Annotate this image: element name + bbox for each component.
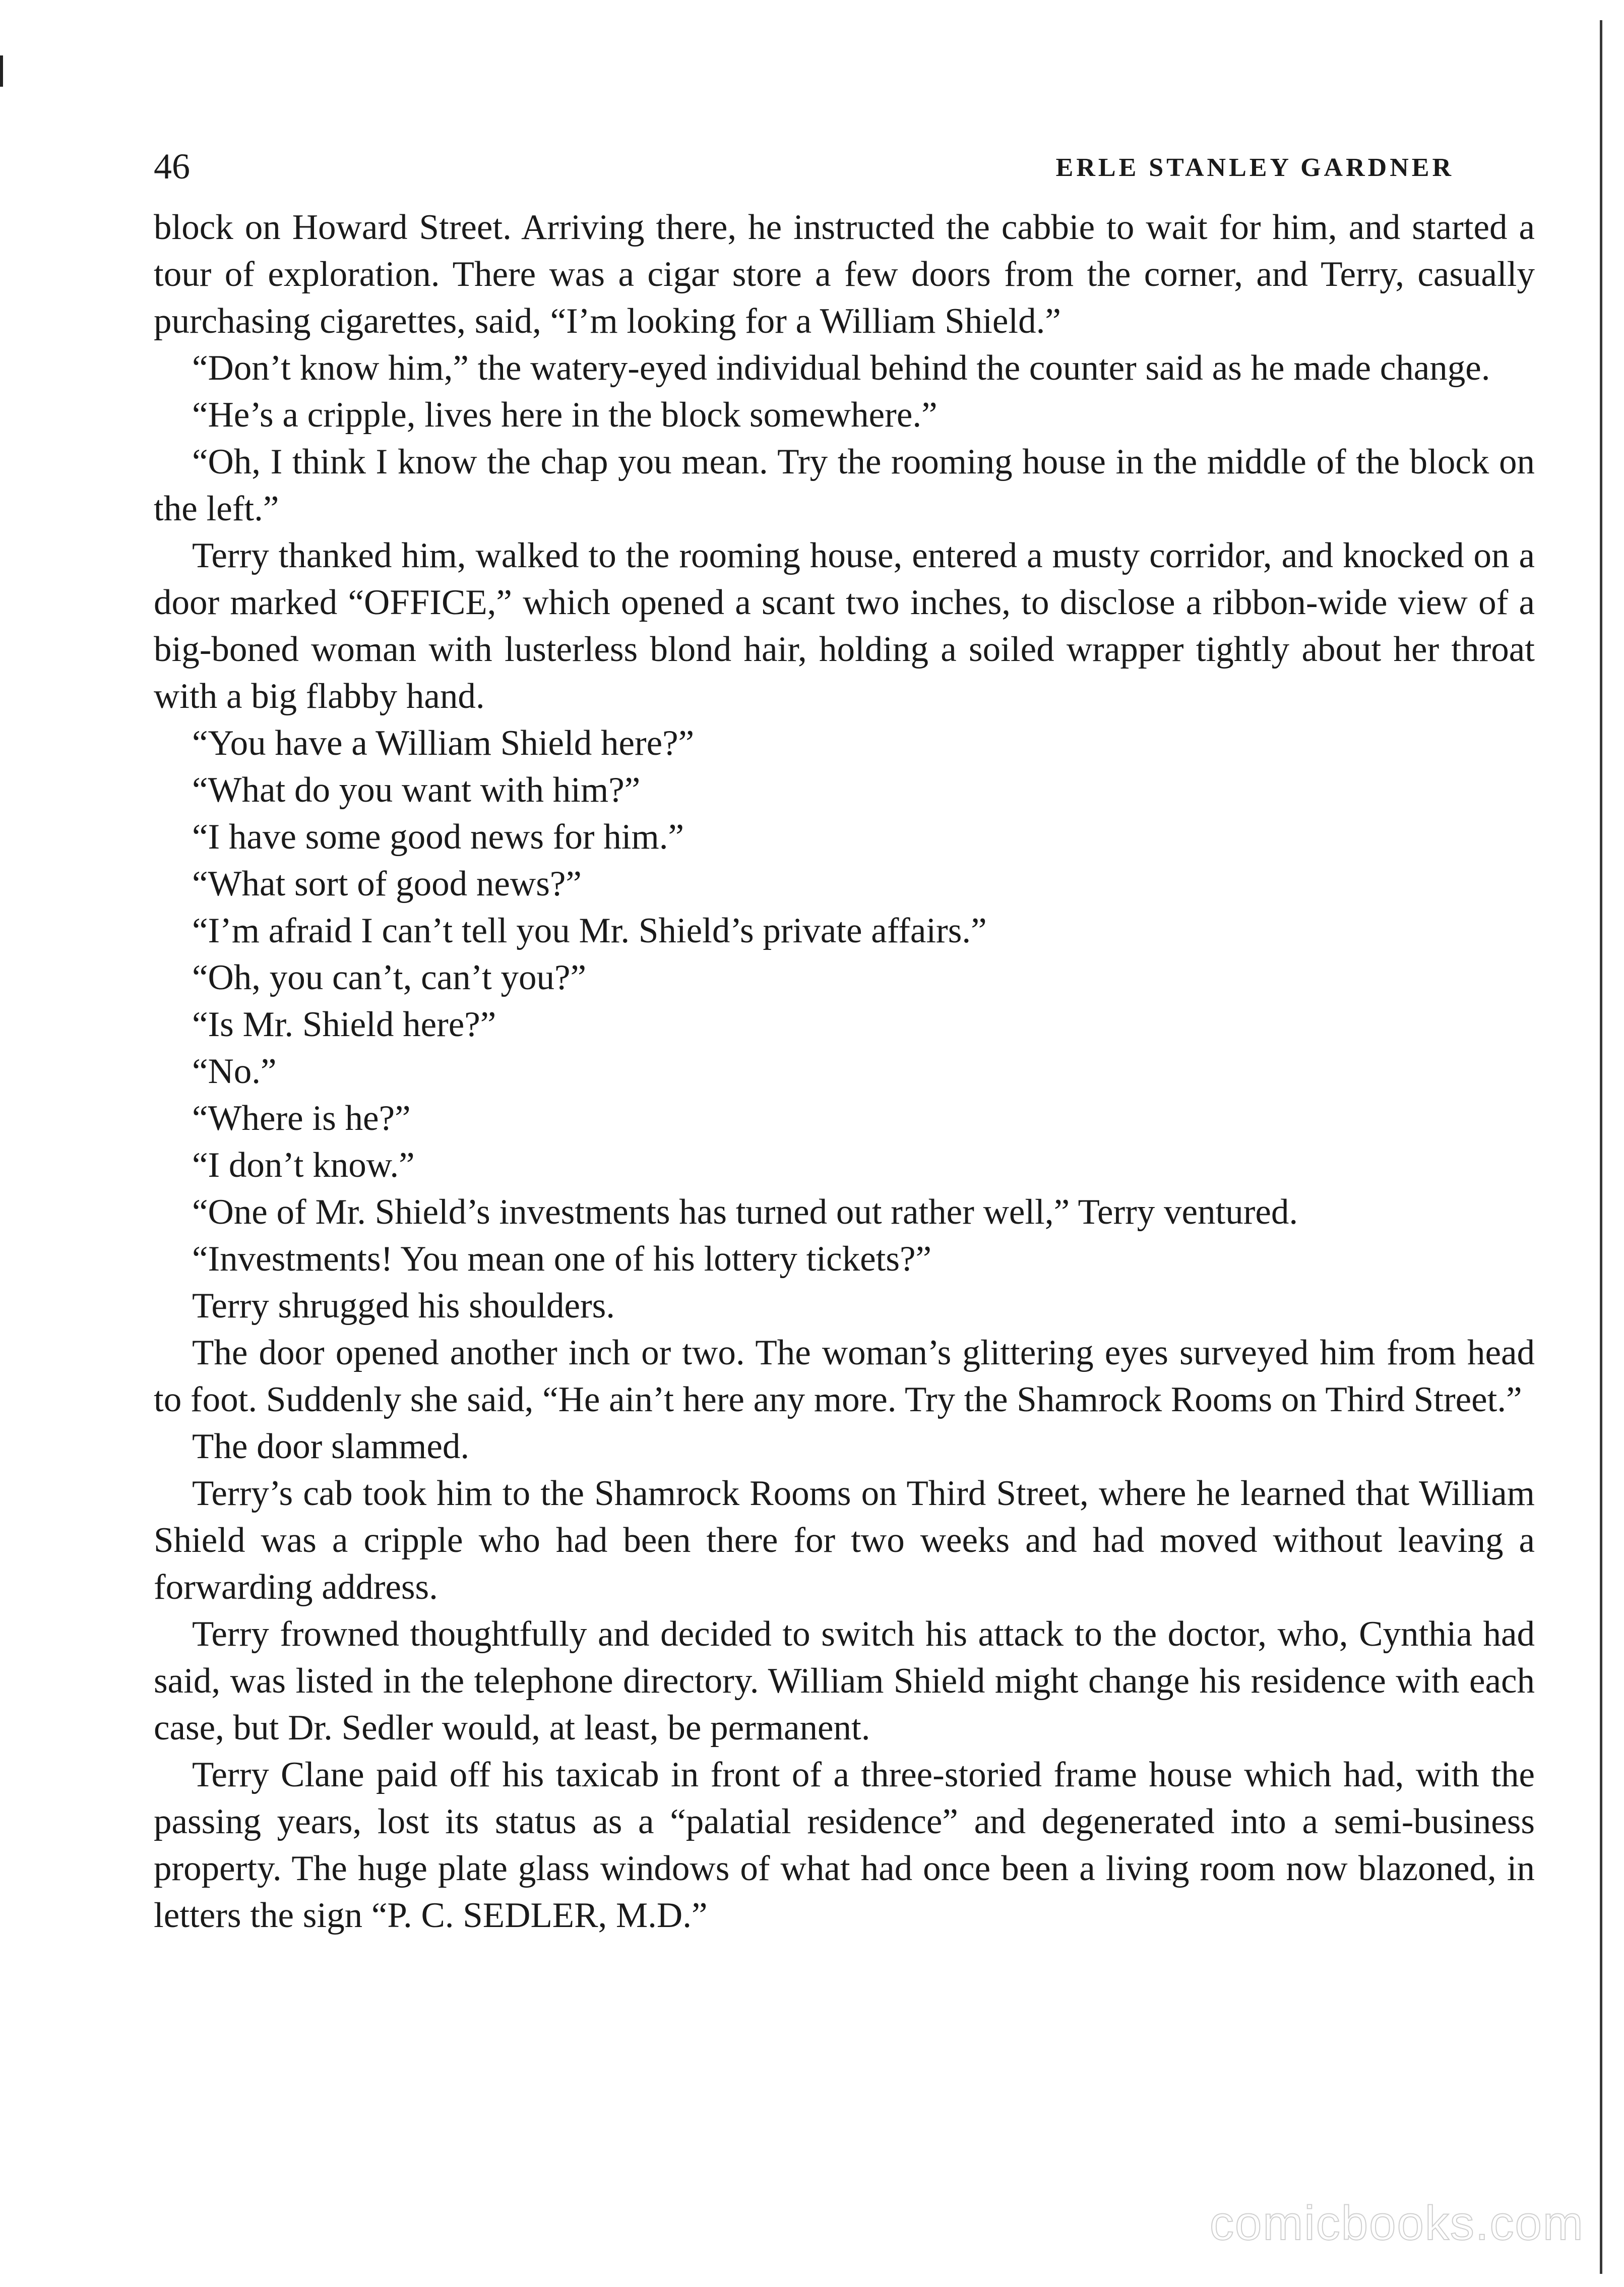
paragraph: Terry thanked him, walked to the rooming house, entered a musty corridor, and knocked on a door marked “OFFICE,” which opened a scant two inches, to disclose a ribbon-wide view of a big-boned woman with lusterless blond hair, holding a soiled wrapper tightly about her throat with a big flabby hand.	[154, 536, 1535, 716]
paragraph: “I’m afraid I can’t tell you Mr. Shield’s private affairs.”	[192, 911, 987, 950]
site-watermark: comicbooks.com	[1210, 2196, 1584, 2250]
paragraph: Terry shrugged his shoulders.	[192, 1286, 615, 1326]
paragraph: “What sort of good news?”	[192, 864, 582, 904]
paragraph: “Where is he?”	[192, 1099, 411, 1138]
scan-edge-mark	[0, 55, 3, 87]
paragraph: “He’s a cripple, lives here in the block somewhere.”	[192, 395, 938, 435]
paragraph: “I have some good news for him.”	[192, 817, 684, 857]
body-text	[154, 204, 1535, 1939]
paragraph: “Don’t know him,” the watery-eyed individual behind the counter said as he made change.	[192, 348, 1490, 388]
paragraph: Terry’s cab took him to the Shamrock Rooms on Third Street, where he learned that William Shield was a cripple who had been there for two weeks and had moved without leaving a forwarding address.	[154, 1474, 1535, 1607]
paragraph: “I don’t know.”	[192, 1146, 415, 1185]
paragraph: “One of Mr. Shield’s investments has turned out rather well,” Terry ventured.	[192, 1192, 1298, 1232]
paragraph: “You have a William Shield here?”	[192, 724, 695, 763]
paragraph: The door slammed.	[192, 1427, 470, 1466]
page-number: 46	[154, 146, 190, 187]
paragraph: Terry frowned thoughtfully and decided to switch his attack to the doctor, who, Cynthia had said, was listed in the telephone directory. William Shield might change his residence with each case, but Dr. Sedler would, at least, be permanent.	[154, 1614, 1535, 1748]
paragraph: “No.”	[192, 1052, 277, 1091]
paragraph: “What do you want with him?”	[192, 770, 641, 810]
page-edge-rule	[1600, 20, 1602, 2274]
running-title: ERLE STANLEY GARDNER	[1055, 153, 1454, 182]
paragraph: Terry Clane paid off his taxicab in front of a three-storied frame house which had, with the passing years, lost its status as a “palatial residence” and degenerated into a semi-business property. The huge plate glass windows of what had once been a living room now blazoned, in letters the sign “P. C. SEDLER, M.D.”	[154, 1755, 1535, 1935]
paragraph: The door opened another inch or two. The woman’s glittering eyes surveyed him from head to foot. Suddenly she said, “He ain’t here any more. Try the Shamrock Rooms on Third Street.”	[154, 1333, 1535, 1419]
paragraph: block on Howard Street. Arriving there, he instructed the cabbie to wait for him, and started a tour of exploration. There was a cigar store a few doors from the corner, and Terry, casually purchasing cigarettes, said, “I’m looking for a William Shield.”	[154, 208, 1535, 341]
running-head	[154, 144, 1454, 189]
paragraph: “Oh, I think I know the chap you mean. Try the rooming house in the middle of the block on the left.”	[154, 442, 1535, 528]
paragraph: “Oh, you can’t, can’t you?”	[192, 958, 587, 997]
paragraph: “Investments! You mean one of his lottery tickets?”	[192, 1239, 932, 1279]
paragraph: “Is Mr. Shield here?”	[192, 1005, 496, 1044]
